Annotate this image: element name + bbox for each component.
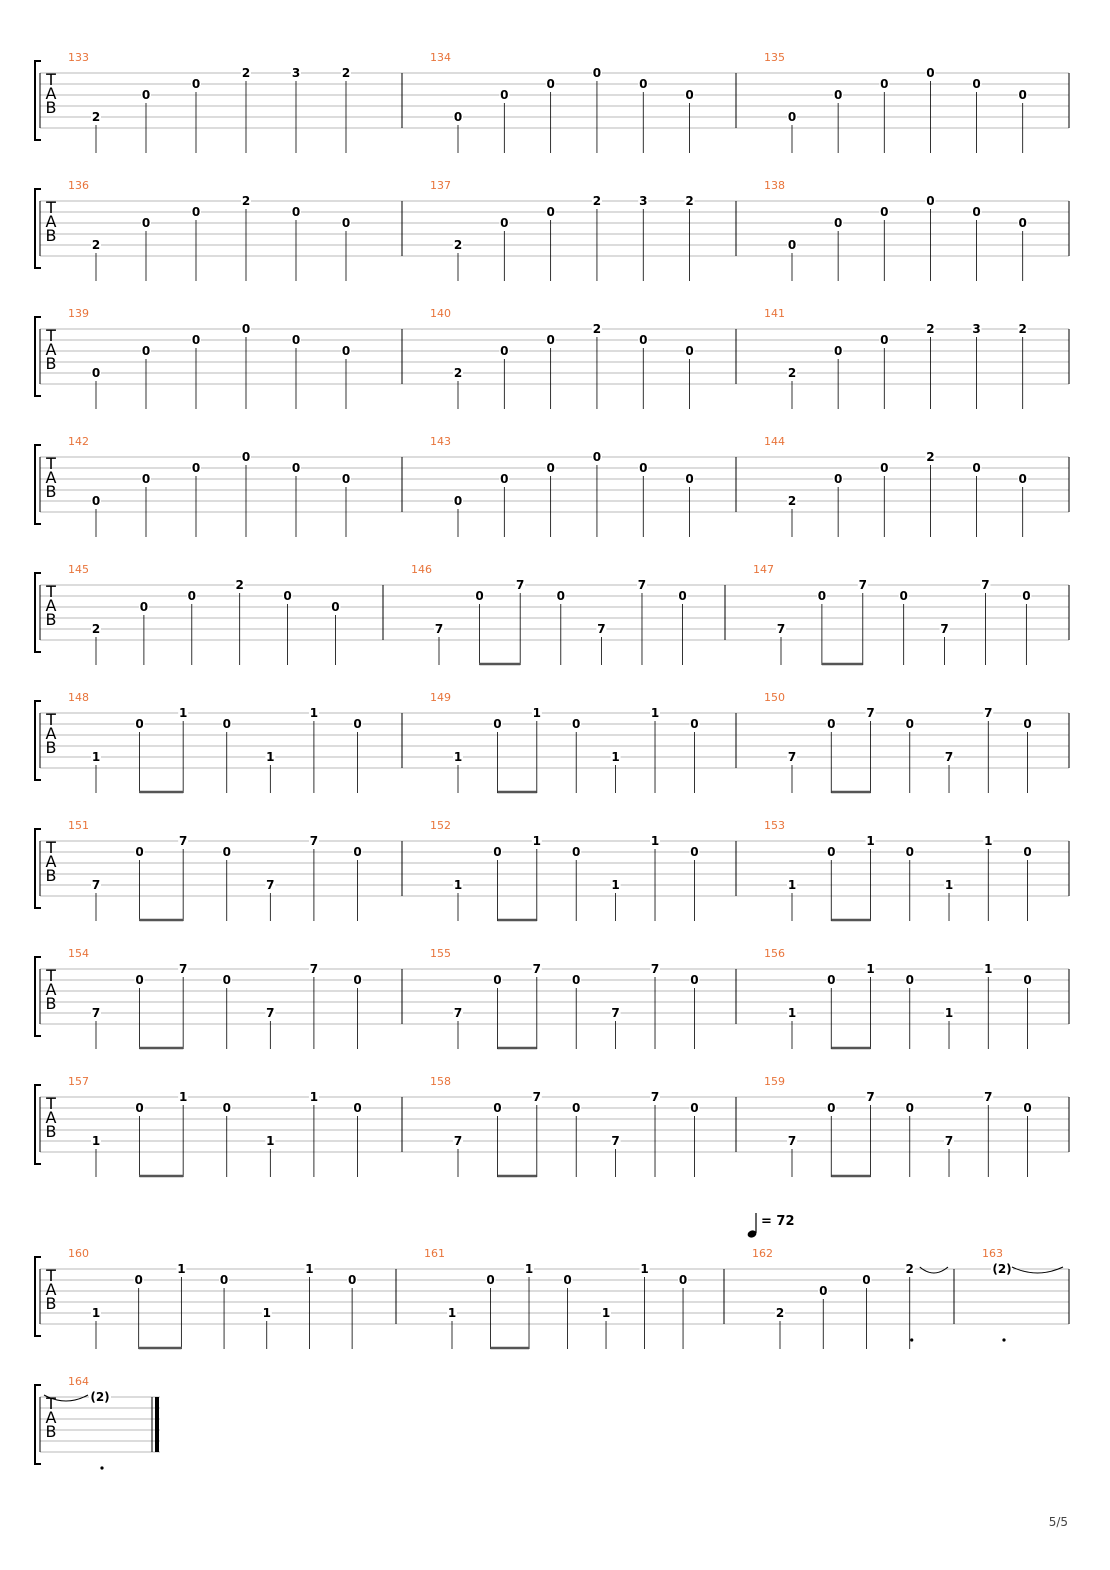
measure-number: 150	[764, 691, 785, 704]
dotted-rhythm-dot	[1002, 1338, 1005, 1341]
fret-number: 0	[572, 1101, 581, 1115]
tab-clef-letter: B	[45, 994, 57, 1013]
fret-number: 0	[291, 461, 301, 475]
measure-number: 148	[68, 691, 89, 704]
tab-clef-letter: A	[45, 1108, 57, 1127]
fret-number: 0	[817, 589, 827, 603]
fret-number: 7	[597, 622, 606, 636]
fret-number: 1	[787, 878, 797, 892]
fret-number: 7	[776, 622, 786, 636]
tab-clef-letter: B	[45, 482, 57, 501]
fret-number: 7	[91, 878, 101, 892]
measure-number: 164	[68, 1375, 89, 1388]
tab-clef-letter: T	[46, 1394, 56, 1413]
fret-number: 1	[91, 1134, 101, 1148]
fret-number: 7	[309, 834, 319, 848]
fret-number: 0	[353, 845, 362, 859]
fret-number: 0	[241, 322, 251, 336]
fret-number: 3	[972, 322, 981, 336]
fret-number: 0	[1022, 589, 1031, 603]
fret-number: 0	[135, 973, 144, 987]
tab-clef-letter: T	[46, 326, 56, 345]
fret-number: 0	[899, 589, 908, 603]
tab-clef-letter: T	[46, 454, 56, 473]
fret-number: 1	[944, 1006, 954, 1020]
fret-number: 7	[650, 962, 660, 976]
tie-arc	[1012, 1267, 1063, 1273]
fret-number: 0	[222, 845, 231, 859]
tempo-marking	[747, 1213, 795, 1239]
measure-number: 154	[68, 947, 89, 960]
fret-number: 0	[341, 216, 351, 230]
fret-number: 2	[91, 110, 101, 124]
tab-clef-letter: T	[46, 966, 56, 985]
fret-number: 0	[291, 205, 301, 219]
fret-number: 0	[827, 1101, 836, 1115]
fret-number: 0	[546, 77, 555, 91]
fret-number: 0	[500, 344, 509, 358]
fret-number: 2	[91, 238, 101, 252]
fret-number: 7	[944, 1134, 954, 1148]
fret-number: 0	[639, 77, 648, 91]
fret-number: 1	[309, 706, 319, 720]
fret-number: 0	[500, 88, 509, 102]
tab-clef-letter: B	[45, 1294, 57, 1313]
fret-number: 7	[178, 962, 188, 976]
fret-number: 0	[787, 110, 797, 124]
fret-number: 0	[493, 845, 502, 859]
fret-number: 0	[905, 973, 914, 987]
measure-number: 153	[764, 819, 785, 832]
fret-number: 0	[592, 66, 602, 80]
measure-number: 139	[68, 307, 89, 320]
fret-number: 7	[637, 578, 647, 592]
tab-system	[35, 435, 1069, 537]
tab-clef-letter: B	[45, 866, 57, 885]
tab-system	[35, 179, 1069, 281]
fret-number: 1	[944, 878, 954, 892]
fret-number: 0	[453, 110, 463, 124]
fret-number: 0	[572, 973, 581, 987]
tab-clef-letter: T	[46, 838, 56, 857]
fret-number: 0	[347, 1273, 357, 1287]
fret-number: 0	[862, 1273, 871, 1287]
fret-number: 2	[787, 494, 797, 508]
measure-number: 137	[430, 179, 451, 192]
fret-number: 7	[266, 878, 275, 892]
fret-number: 2	[775, 1306, 785, 1320]
fret-number: 0	[222, 1101, 231, 1115]
tab-system	[35, 1247, 1069, 1349]
fret-number: 1	[266, 750, 275, 764]
tab-clef-letter: A	[45, 340, 57, 359]
fret-number: 0	[690, 717, 699, 731]
fret-number: 0	[341, 472, 351, 486]
fret-number: 2	[905, 1262, 914, 1276]
fret-number: 1	[178, 706, 188, 720]
fret-number: 1	[650, 834, 660, 848]
fret-number: 0	[972, 205, 981, 219]
fret-number: 0	[141, 216, 151, 230]
fret-number: 1	[650, 706, 660, 720]
measure-number: 161	[424, 1247, 445, 1260]
tab-system	[35, 563, 1069, 665]
measure-number: 146	[411, 563, 432, 576]
fret-number: 0	[331, 600, 340, 614]
fret-number: 0	[291, 333, 301, 347]
fret-number: 1	[178, 1090, 188, 1104]
fret-number: 0	[486, 1273, 495, 1287]
fret-number: 0	[905, 717, 914, 731]
fret-number: 2	[241, 66, 251, 80]
fret-number: (2)	[90, 1390, 110, 1404]
fret-number: 1	[866, 962, 875, 976]
fret-number: 0	[283, 589, 292, 603]
fret-number: 1	[611, 878, 620, 892]
tab-clef-letter: A	[45, 1408, 57, 1427]
fret-number: 7	[787, 1134, 797, 1148]
fret-number: 0	[134, 1273, 143, 1287]
fret-number: 0	[926, 194, 935, 208]
tie-arc	[920, 1267, 948, 1273]
fret-number: 0	[141, 88, 151, 102]
measure-number: 156	[764, 947, 785, 960]
fret-number: 7	[866, 1090, 875, 1104]
fret-number: 0	[546, 461, 555, 475]
tab-system	[35, 819, 1069, 921]
fret-number: 1	[524, 1262, 534, 1276]
fret-number: 7	[532, 1090, 541, 1104]
measure-number: 155	[430, 947, 451, 960]
fret-number: 0	[819, 1284, 828, 1298]
measure-number: 157	[68, 1075, 89, 1088]
fret-number: 0	[678, 1273, 688, 1287]
measure-number: 163	[982, 1247, 1003, 1260]
fret-number: 0	[500, 472, 509, 486]
measure-number: 162	[752, 1247, 773, 1260]
tab-clef-letter: A	[45, 1280, 57, 1299]
fret-number: 2	[235, 578, 244, 592]
fret-number: 3	[639, 194, 648, 208]
tab-clef-letter: B	[45, 1122, 57, 1141]
fret-number: 1	[177, 1262, 186, 1276]
tab-clef-letter: B	[45, 1422, 57, 1441]
fret-number: 0	[222, 717, 231, 731]
fret-number: 0	[493, 973, 502, 987]
fret-number: 0	[241, 450, 251, 464]
fret-number: 0	[833, 344, 843, 358]
tab-system	[35, 947, 1069, 1049]
measure-number: 151	[68, 819, 89, 832]
tab-clef-letter: T	[46, 582, 56, 601]
fret-number: 0	[690, 973, 699, 987]
fret-number: 0	[1018, 88, 1027, 102]
fret-number: 1	[611, 750, 620, 764]
tab-clef-letter: A	[45, 84, 57, 103]
measure-number: 136	[68, 179, 89, 192]
fret-number: 1	[447, 1306, 457, 1320]
tab-clef-letter: T	[46, 710, 56, 729]
fret-number: 1	[532, 706, 541, 720]
page-number: 5/5	[1048, 1515, 1068, 1529]
fret-number: 0	[222, 973, 231, 987]
fret-number: 0	[905, 1101, 914, 1115]
measure-number: 135	[764, 51, 785, 64]
fret-number: 0	[453, 494, 463, 508]
fret-number: 0	[353, 973, 362, 987]
fret-number: 0	[91, 366, 101, 380]
measure-number: 147	[753, 563, 774, 576]
fret-number: 1	[91, 750, 101, 764]
fret-number: 0	[563, 1273, 572, 1287]
dotted-rhythm-dot	[910, 1338, 913, 1341]
fret-number: 0	[972, 77, 981, 91]
fret-number: 1	[787, 1006, 797, 1020]
measure-number: 141	[764, 307, 785, 320]
fret-number: 7	[532, 962, 541, 976]
fret-number: 1	[305, 1262, 314, 1276]
fret-number: 7	[434, 622, 444, 636]
tab-clef-letter: T	[46, 1266, 56, 1285]
tab-clef-letter: T	[46, 1094, 56, 1113]
fret-number: 0	[141, 344, 151, 358]
fret-number: 0	[880, 205, 889, 219]
fret-number: 0	[827, 973, 836, 987]
fret-number: 7	[516, 578, 525, 592]
tab-system	[35, 1075, 1069, 1177]
fret-number: 1	[453, 750, 463, 764]
fret-number: 7	[981, 578, 990, 592]
fret-number: 0	[690, 1101, 699, 1115]
fret-number: 7	[650, 1090, 660, 1104]
tab-clef-letter: B	[45, 226, 57, 245]
fret-number: 0	[353, 1101, 362, 1115]
fret-number: 2	[592, 194, 602, 208]
fret-number: 0	[1023, 845, 1032, 859]
fret-number: 7	[266, 1006, 275, 1020]
fret-number: 1	[601, 1306, 611, 1320]
tempo-bpm: = 72	[761, 1214, 795, 1229]
tab-clef-letter: A	[45, 724, 57, 743]
fret-number: 1	[640, 1262, 649, 1276]
fret-number: 0	[833, 472, 843, 486]
fret-number: 7	[453, 1134, 463, 1148]
fret-number: 0	[827, 717, 836, 731]
fret-number: 1	[453, 878, 463, 892]
fret-number: 0	[135, 717, 144, 731]
tab-clef-letter: B	[45, 610, 57, 629]
fret-number: 2	[685, 194, 694, 208]
fret-number: 0	[91, 494, 101, 508]
tab-system	[35, 691, 1069, 793]
fret-number: 0	[546, 333, 555, 347]
fret-number: 0	[880, 461, 889, 475]
fret-number: 0	[972, 461, 981, 475]
fret-number: 2	[592, 322, 602, 336]
fret-number: 0	[341, 344, 351, 358]
tab-clef-letter: A	[45, 212, 57, 231]
fret-number: 0	[493, 1101, 502, 1115]
fret-number: 0	[191, 333, 201, 347]
tab-clef-letter: B	[45, 354, 57, 373]
fret-number: 7	[858, 578, 867, 592]
tab-system	[35, 307, 1069, 409]
measure-number: 158	[430, 1075, 451, 1088]
fret-number: 1	[984, 962, 993, 976]
fret-number: 3	[291, 66, 301, 80]
fret-number: 0	[685, 344, 694, 358]
fret-number: 0	[1018, 472, 1027, 486]
tab-clef-letter: T	[46, 198, 56, 217]
tab-clef-letter: A	[45, 980, 57, 999]
fret-number: 2	[926, 450, 935, 464]
measure-number: 160	[68, 1247, 89, 1260]
fret-number: 2	[787, 366, 797, 380]
tab-system	[35, 1375, 160, 1470]
fret-number: 0	[678, 589, 687, 603]
measure-number: 144	[764, 435, 785, 448]
tab-clef-letter: A	[45, 468, 57, 487]
measure-number: 133	[68, 51, 89, 64]
fret-number: 1	[91, 1306, 101, 1320]
fret-number: (2)	[992, 1262, 1012, 1276]
fret-number: 0	[1018, 216, 1027, 230]
fret-number: 7	[453, 1006, 463, 1020]
fret-number: 0	[592, 450, 602, 464]
tab-clef-letter: A	[45, 852, 57, 871]
fret-number: 2	[926, 322, 935, 336]
fret-number: 0	[1023, 1101, 1032, 1115]
fret-number: 2	[91, 622, 101, 636]
fret-number: 0	[135, 845, 144, 859]
fret-number: 0	[572, 845, 581, 859]
tab-clef-letter: B	[45, 738, 57, 757]
fret-number: 0	[833, 216, 843, 230]
fret-number: 0	[141, 472, 151, 486]
fret-number: 0	[353, 717, 362, 731]
fret-number: 0	[219, 1273, 229, 1287]
fret-number: 0	[639, 333, 648, 347]
fret-number: 0	[690, 845, 699, 859]
measure-number: 138	[764, 179, 785, 192]
tab-clef-letter: B	[45, 98, 57, 117]
fret-number: 1	[866, 834, 875, 848]
fret-number: 0	[1023, 973, 1032, 987]
fret-number: 7	[984, 1090, 993, 1104]
fret-number: 0	[546, 205, 555, 219]
measure-number: 140	[430, 307, 451, 320]
measure-number: 134	[430, 51, 451, 64]
tab-system	[35, 51, 1069, 153]
fret-number: 0	[787, 238, 797, 252]
fret-number: 0	[556, 589, 565, 603]
fret-number: 0	[139, 600, 149, 614]
fret-number: 2	[1018, 322, 1027, 336]
fret-number: 7	[984, 706, 993, 720]
measure-number: 152	[430, 819, 451, 832]
fret-number: 7	[611, 1134, 620, 1148]
measure-number: 142	[68, 435, 89, 448]
dotted-rhythm-dot	[100, 1466, 103, 1469]
fret-number: 0	[685, 472, 694, 486]
fret-number: 7	[91, 1006, 101, 1020]
fret-number: 0	[475, 589, 484, 603]
tab-clef-letter: A	[45, 596, 57, 615]
fret-number: 0	[135, 1101, 144, 1115]
fret-number: 1	[984, 834, 993, 848]
fret-number: 0	[905, 845, 914, 859]
fret-number: 0	[685, 88, 694, 102]
fret-number: 1	[532, 834, 541, 848]
fret-number: 7	[787, 750, 797, 764]
fret-number: 7	[611, 1006, 620, 1020]
fret-number: 0	[493, 717, 502, 731]
fret-number: 0	[880, 333, 889, 347]
fret-number: 7	[866, 706, 875, 720]
fret-number: 7	[309, 962, 319, 976]
fret-number: 0	[191, 461, 201, 475]
fret-number: 2	[341, 66, 351, 80]
measure-number: 145	[68, 563, 89, 576]
fret-number: 7	[940, 622, 949, 636]
tab-clef-letter: T	[46, 70, 56, 89]
measure-number: 159	[764, 1075, 785, 1088]
fret-number: 1	[309, 1090, 319, 1104]
fret-number: 0	[926, 66, 935, 80]
fret-number: 0	[572, 717, 581, 731]
fret-number: 0	[827, 845, 836, 859]
fret-number: 0	[500, 216, 509, 230]
fret-number: 0	[187, 589, 196, 603]
fret-number: 7	[944, 750, 954, 764]
fret-number: 2	[453, 238, 463, 252]
fret-number: 1	[266, 1134, 275, 1148]
measure-number: 149	[430, 691, 451, 704]
fret-number: 2	[453, 366, 463, 380]
fret-number: 7	[178, 834, 188, 848]
fret-number: 0	[833, 88, 843, 102]
fret-number: 0	[1023, 717, 1032, 731]
fret-number: 0	[191, 77, 201, 91]
measure-number: 143	[430, 435, 451, 448]
fret-number: 0	[639, 461, 648, 475]
fret-number: 0	[880, 77, 889, 91]
fret-number: 1	[262, 1306, 271, 1320]
fret-number: 0	[191, 205, 201, 219]
fret-number: 2	[241, 194, 251, 208]
